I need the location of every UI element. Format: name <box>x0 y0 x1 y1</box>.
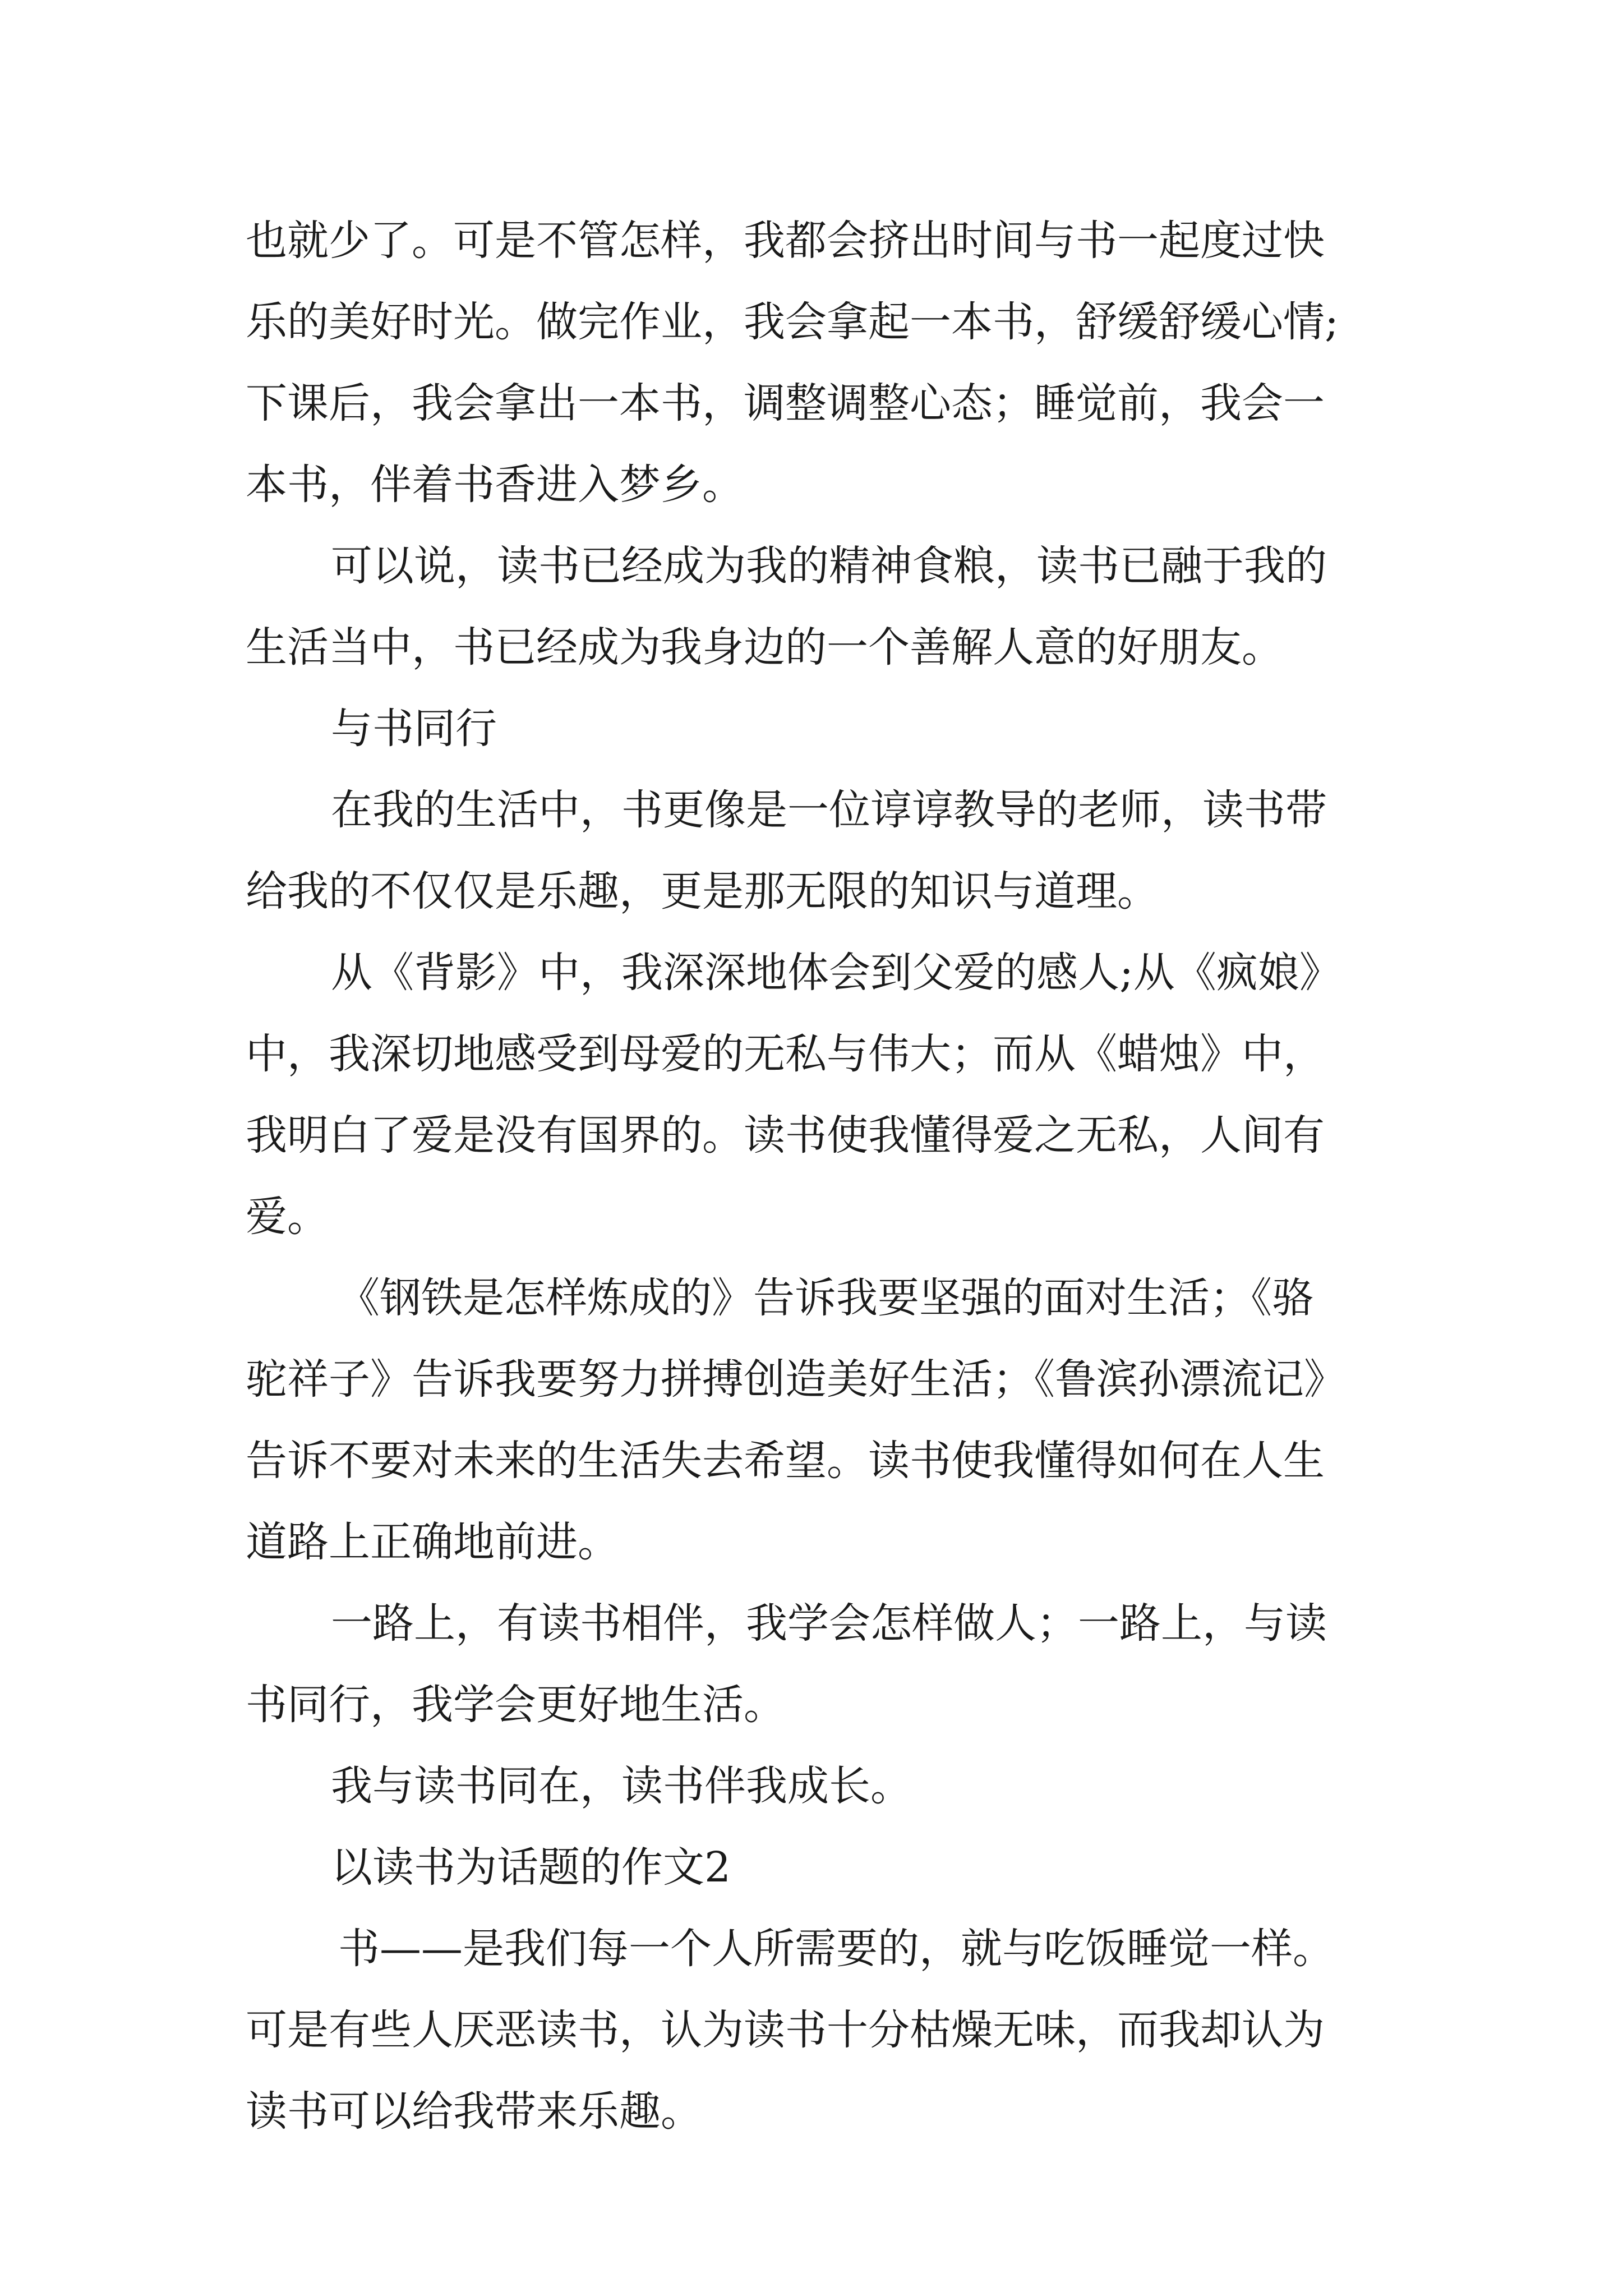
text-line: 书同行，我学会更好地生活。 <box>246 1681 785 1729</box>
text-line: 可以说，读书已经成为我的精神食粮，读书已融于我的 <box>331 542 1327 590</box>
text-line: 书——是我们每一个人所需要的，就与吃饭睡觉一样。 <box>338 1925 1334 1973</box>
text-line: 爱。 <box>246 1193 329 1241</box>
essay-title: 以读书为话题的作文2 <box>331 1843 731 1892</box>
text-line: 也就少了。可是不管怎样，我都会挤出时间与书一起度过快 <box>246 217 1325 265</box>
text-line: 生活当中，书已经成为我身边的一个善解人意的好朋友。 <box>246 623 1283 671</box>
text-line: 给我的不仅仅是乐趣，更是那无限的知识与道理。 <box>246 867 1159 915</box>
text-line: 中，我深切地感受到母爱的无私与伟大；而从《蜡烛》中， <box>246 1030 1325 1078</box>
text-line: 告诉不要对未来的生活失去希望。读书使我懂得如何在人生 <box>246 1437 1325 1485</box>
text-line: 可是有些人厌恶读书，认为读书十分枯燥无味，而我却认为 <box>246 2006 1325 2054</box>
text-line: 下课后，我会拿出一本书，调整调整心态；睡觉前，我会一 <box>246 379 1325 427</box>
text-line: 乐的美好时光。做完作业，我会拿起一本书，舒缓舒缓心情; <box>246 298 1339 346</box>
text-line: 驼祥子》告诉我要努力拼搏创造美好生活；《鲁滨孙漂流记》 <box>246 1355 1345 1404</box>
section-heading: 与书同行 <box>331 705 497 753</box>
text-line: 在我的生活中，书更像是一位谆谆教导的老师，读书带 <box>331 786 1327 834</box>
text-line: 读书可以给我带来乐趣。 <box>246 2087 702 2136</box>
text-line: 我明白了爱是没有国界的。读书使我懂得爱之无私，人间有 <box>246 1111 1325 1159</box>
text-line: 道路上正确地前进。 <box>246 1518 619 1566</box>
text-line: 本书，伴着书香进入梦乡。 <box>246 461 744 509</box>
text-line: 《钢铁是怎样炼成的》告诉我要坚强的面对生活；《骆 <box>338 1274 1313 1322</box>
text-line: 我与读书同在，读书伴我成长。 <box>331 1762 912 1810</box>
text-line: 从《背影》中，我深深地体会到父爱的感人;从《疯娘》 <box>331 949 1341 997</box>
text-line: 一路上，有读书相伴，我学会怎样做人；一路上，与读 <box>331 1599 1327 1648</box>
